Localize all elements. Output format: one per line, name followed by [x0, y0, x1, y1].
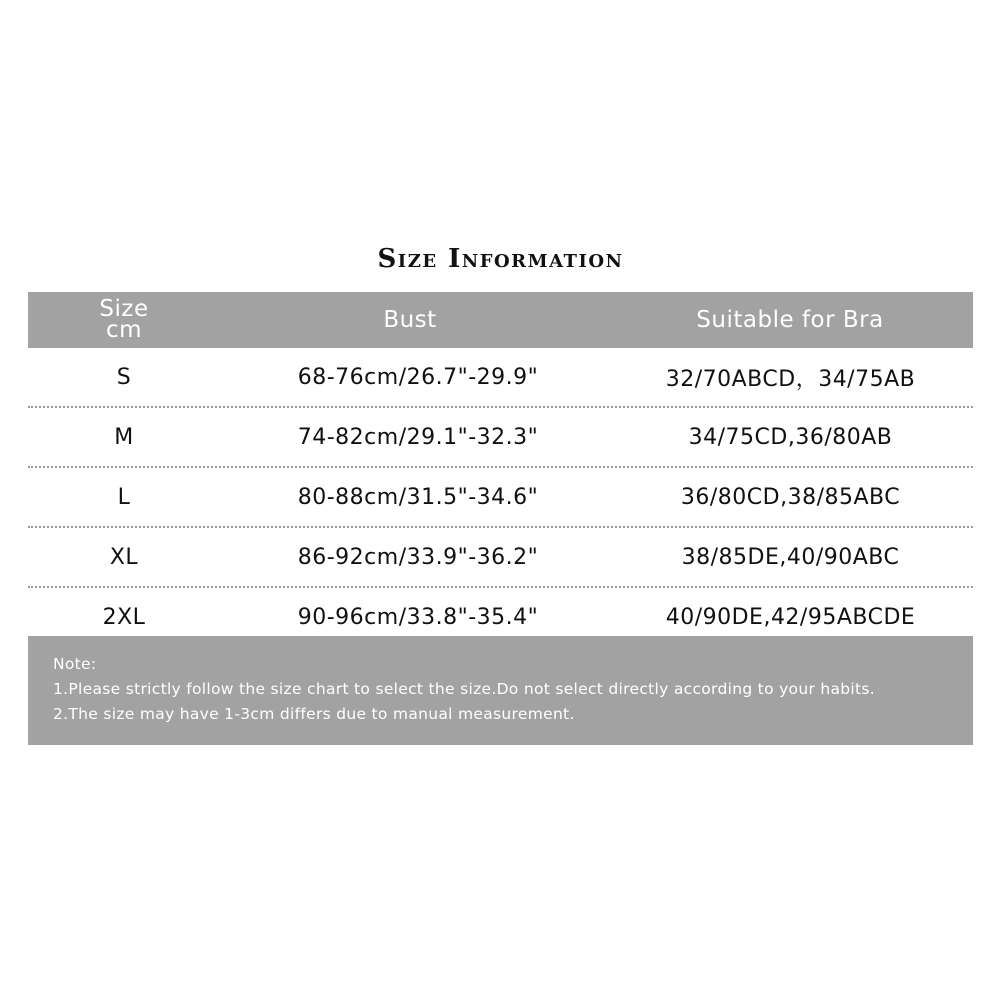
cell-bra: 32/70ABCD，34/75AB [665, 366, 916, 392]
header-bust: Bust [383, 307, 437, 333]
table-row [28, 528, 973, 588]
size-table [28, 348, 973, 646]
cell-bust: 80-88cm/31.5"-34.6" [297, 484, 539, 510]
cell-bust: 68-76cm/26.7"-29.9" [297, 364, 539, 390]
cell-bust: 90-96cm/33.8"-35.4" [297, 604, 539, 630]
header-bra: Suitable for Bra [696, 307, 884, 333]
cell-bra: 36/80CD,38/85ABC [680, 484, 901, 510]
header-size-label: Size [99, 296, 149, 322]
cell-bra: 38/85DE,40/90ABC [681, 544, 900, 570]
cell-size: M [114, 424, 134, 450]
note-heading: Note: [53, 655, 97, 673]
cell-size: L [117, 484, 131, 510]
note-line-2: 2.The size may have 1-3cm differs due to manual measurement. [53, 705, 575, 723]
cell-bust: 74-82cm/29.1"-32.3" [297, 424, 539, 450]
table-row [28, 348, 973, 408]
page-title: Size Information [377, 244, 624, 274]
cell-bra: 34/75CD,36/80AB [688, 424, 893, 450]
table-row [28, 468, 973, 528]
note-line-1: 1.Please strictly follow the size chart to select the size.Do not select directly according to your habits. [53, 680, 876, 698]
table-row [28, 408, 973, 468]
note-box [28, 636, 973, 745]
cell-size: 2XL [102, 604, 146, 630]
table-header [28, 292, 973, 348]
cell-size: S [116, 364, 132, 390]
cell-size: XL [109, 544, 139, 570]
header-size [68, 292, 180, 348]
cell-bra: 40/90DE,42/95ABCDE [665, 604, 916, 630]
cell-bust: 86-92cm/33.9"-36.2" [297, 544, 539, 570]
header-size-unit: cm [105, 317, 143, 343]
